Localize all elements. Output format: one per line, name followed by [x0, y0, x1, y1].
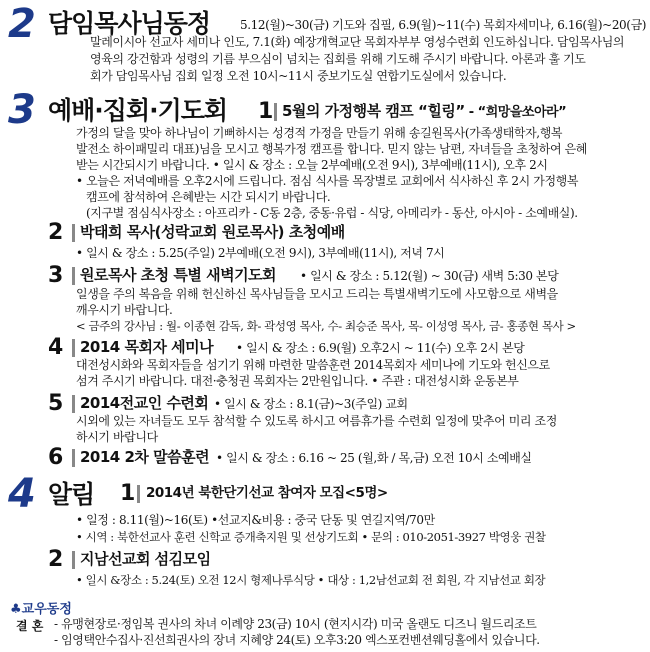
text-line: 말레이시아 선교사 세미나 인도, 7.1(화) 예장개혁교단 목회자부부 영성수련회 인도하십니다. 담임목사님의 [90, 35, 625, 49]
item-divider [72, 224, 75, 242]
item-title-main: 5월의 가정행복 캠프 “힐링” [282, 102, 465, 120]
text-line: - 유맹현장로·정임복 권사의 차녀 이례양 23(금) 10시 (현지시각) 미국 올랜도 디즈니 월드리조트 [54, 617, 537, 631]
item-title: 원로목사 초청 특별 새벽기도회 [80, 266, 277, 284]
item-number: 1 [120, 481, 136, 506]
text-line: 하시기 바랍니다 [76, 430, 158, 444]
item-title-sub: - “희망을쏘아라” [464, 105, 567, 120]
section-title: 담임목사님동정 [48, 9, 211, 38]
text-line: - 임영택안수집사·진선희권사의 장녀 지혜양 24(토) 오후3:20 엑스포컨벤션웨딩홀에서 있습니다. [54, 633, 540, 647]
text-line: 5.12(월)~30(금) 기도와 집필, 6.9(월)~11(수) 목회자세미나, 6.16(월)~20(금) [240, 18, 647, 32]
section-title: 알림 [48, 480, 95, 509]
news-label: 결 혼 [16, 619, 44, 633]
news-icon: ♣ [10, 602, 22, 617]
item-title: 지남선교회 섬김모임 [80, 550, 211, 568]
text-line: 회가 담임목사님 집회 일정 오전 10시~11시 중보기도실 연합기도실에서 있습니다. [90, 69, 507, 83]
text-line: 대전성시화와 목회자들을 섬기기 위해 마련한 말씀훈련 2014목회자 세미나에 기도와 헌신으로 [76, 358, 550, 372]
item-number: 2 [48, 547, 64, 572]
item-info: • 일시 & 장소 : 6.16 ~ 25 (월,화 / 목,금) 오전 10시 소예배실 [216, 451, 532, 465]
item-divider [274, 103, 277, 121]
text-line: • 일시 &장소 : 5.24(토) 오전 12시 형제나루식당 • 대상 : 1,2남선교회 전 회원, 각 지남선교 회장 [76, 573, 546, 587]
news-header [10, 598, 72, 617]
section-title: 예배·집회·기도회 [48, 96, 228, 125]
text-line: • 일시 & 장소 : 5.25(주일) 2부예배(오전 9시), 3부예배(11시), 저녁 7시 [76, 246, 445, 260]
item-divider [72, 339, 75, 357]
text-line: < 금주의 강사님 : 월- 이종현 감독, 화- 곽성영 목사, 수- 최승준 목사, 목- 이성영 목사, 금- 홍종현 목사 > [76, 319, 576, 333]
item-info: • 일시 & 장소 : 8.1(금)~3(주일) 교회 [214, 397, 408, 411]
text-line: • 일정 : 8.11(월)~16(토) •선교지&비용 : 중국 단동 및 연길지역/70만 [76, 513, 435, 527]
section-number: 3 [8, 87, 36, 133]
item-divider [72, 551, 75, 569]
item-title: 2014년 북한단기선교 참여자 모집<5명> [146, 485, 388, 501]
text-line: 발전소 하이패밀리 대표)님을 모시고 행복가정 캠프를 합니다. 믿지 않는 남편, 자녀들을 초청하여 은혜 [76, 142, 587, 156]
text-line: 깨우시기 바랍니다. [76, 303, 173, 317]
item-title: 2014 2차 말씀훈련 [80, 448, 210, 466]
item-divider [72, 395, 75, 413]
item-divider [72, 267, 75, 285]
text-line: 받는 시간되시기 바랍니다. • 일시 & 장소 : 오늘 2부예배(오전 9시), 3부예배(11시), 오후 2시 [76, 158, 548, 172]
text-line: 캠프에 참석하여 은혜받는 시간 되시기 바랍니다. [86, 190, 331, 204]
item-number: 3 [48, 263, 64, 288]
item-number: 4 [48, 335, 64, 360]
item-title: 박태희 목사(성락교회 원로목사) 초청예배 [80, 223, 345, 241]
text-line: 일생을 주의 복음을 위해 헌신하신 목사님들을 모시고 드리는 특별새벽기도에 사모함으로 새벽을 [76, 287, 558, 301]
text-line: (지구별 점심식사장소 : 아프리카 - C동 2층, 중동·유럽 - 식당, 아메리카 - 동산, 아시아 - 소예배실). [86, 206, 578, 220]
section-number: 2 [8, 1, 36, 47]
item-info: • 일시 & 장소 : 6.9(월) 오후2시 ~ 11(수) 오후 2시 본당 [236, 341, 525, 355]
item-title: 2014전교인 수련회 [80, 394, 209, 412]
item-title [282, 102, 566, 122]
item-number: 5 [48, 391, 64, 416]
text-line: • 시역 : 북한선교사 훈련 신학교 증개축지원 및 선상기도회 • 문의 : 010-2051-3927 박영웅 권찰 [76, 530, 546, 544]
text-line: 섬겨 주시기 바랍니다. 대전·충청권 목회자는 2만원입니다. • 주관 : 대전성시화 운동본부 [76, 374, 519, 388]
text-line: 시외에 있는 자녀들도 모두 참석할 수 있도록 하시고 여름휴가를 수련회 일정에 맞추어 미리 조정 [76, 414, 557, 428]
news-title: 교우동정 [21, 602, 72, 617]
text-line: • 오늘은 저녁예배를 오후2시에 드립니다. 점심 식사를 목장별로 교회에서 식사하신 후 2시 가정행복 [76, 174, 579, 188]
text-line: 영육의 강건함과 성령의 기름 부으심이 넘치는 집회를 위해 기도해 주시기 바랍니다. 아론과 훌 기도 [90, 52, 586, 66]
item-title: 2014 목회자 세미나 [80, 338, 214, 356]
text-line: 가정의 달을 맞아 하나님이 기뻐하시는 성경적 가정을 만들기 위해 송길원목사(가족생태학자,행복 [76, 126, 563, 140]
item-number: 6 [48, 445, 64, 470]
item-divider [137, 485, 140, 503]
section-number: 4 [8, 471, 36, 517]
item-info: • 일시 & 장소 : 5.12(월) ~ 30(금) 새벽 5:30 본당 [300, 269, 559, 283]
item-number: 2 [48, 220, 64, 245]
item-number: 1 [258, 99, 274, 124]
item-divider [72, 449, 75, 467]
